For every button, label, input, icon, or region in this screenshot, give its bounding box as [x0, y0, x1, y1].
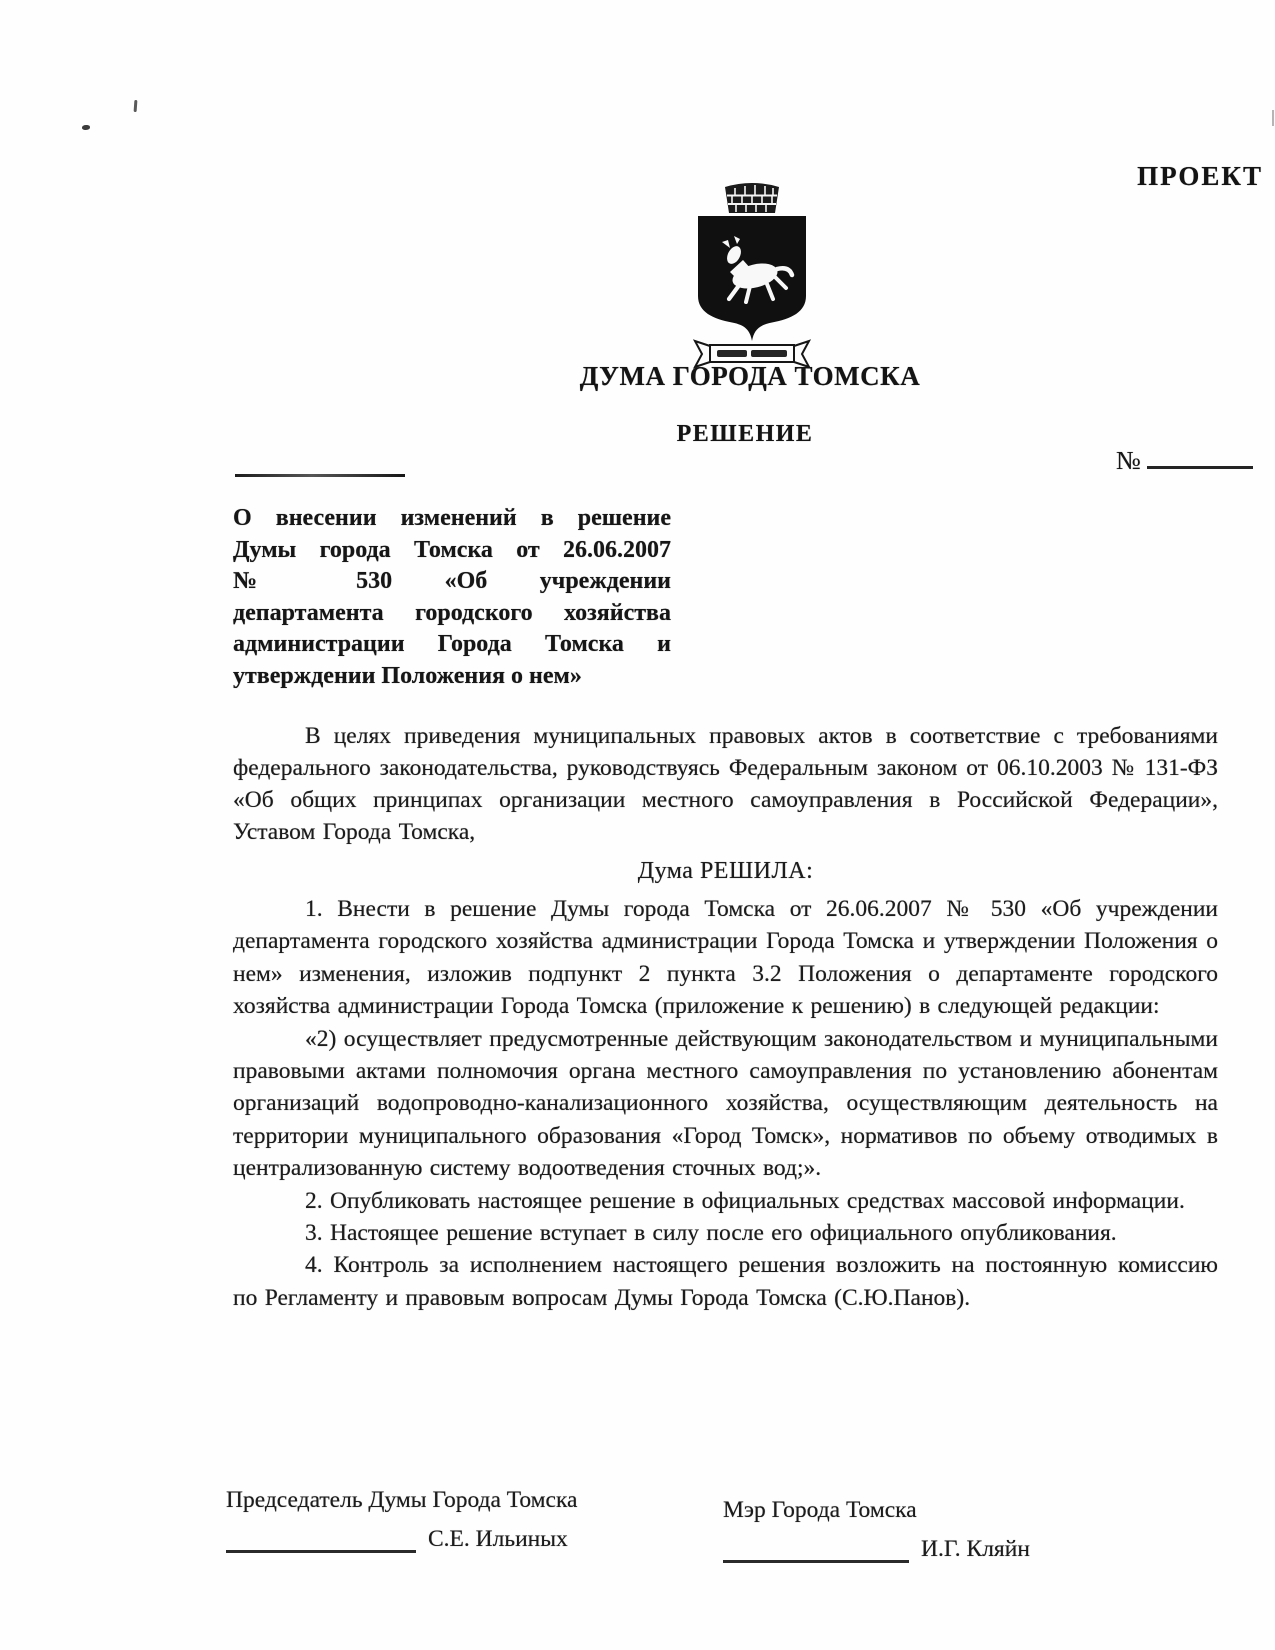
scan-artifact — [1272, 110, 1274, 126]
signature-block-chairman — [226, 1487, 666, 1553]
crown-icon — [725, 183, 779, 213]
tomsk-coat-of-arms — [691, 178, 813, 370]
draft-stamp: ПРОЕКТ — [1137, 161, 1263, 191]
signature-block-mayor — [723, 1497, 1143, 1563]
signature-title: Председатель Думы Города Томска — [226, 1487, 578, 1513]
signature-line — [226, 1527, 416, 1553]
signature-name: С.Е. Ильиных — [428, 1526, 568, 1552]
resolution-item-3: 3. Настоящее решение вступает в силу после его официального опубликования. — [305, 1220, 1117, 1247]
title-line: департамента городского хозяйства — [233, 599, 671, 626]
doc-number-block — [1116, 446, 1253, 476]
number-blank-line — [1147, 447, 1253, 469]
doc-type-title: РЕШЕНИЕ — [676, 421, 814, 447]
title-line: утверждении Положения о нем» — [233, 662, 582, 689]
title-line: администрации Города Томска и — [233, 631, 671, 657]
title-line: О внесении изменений в решение — [233, 505, 671, 531]
title-line: Думы города Томска от 26.06.2007 — [233, 536, 671, 563]
resolution-item-1: 1. Внести в решение Думы города Томска от 26.06.2007 № 530 «Об учреждении департамента городского хозяйства администрации Города Томска и утверждении Положения о нем» изменения, изложив подпункт 2 пункта 3.2 Положения о департаменте городского хозяйства администрации Города Томска (приложение к решению) в следующей редакции: — [233, 896, 1218, 1020]
resolution-heading: Дума РЕШИЛА: — [637, 858, 814, 884]
preamble-paragraph: В целях приведения муниципальных правовых актов в соответствие с требованиями федерального законодательства, руководствуясь Федеральным законом от 06.10.2003 № 131-ФЗ «Об общих принципах организации местного самоуправления в Российской Федерации», Уставом Города Томска, — [233, 723, 1218, 845]
resolution-item-2: 2. Опубликовать настоящее решение в официальных средствах массовой информации. — [305, 1187, 1185, 1214]
signature-line — [723, 1537, 909, 1563]
title-line: № 530 «Об учреждении — [233, 568, 671, 594]
signature-title: Мэр Города Томска — [723, 1497, 917, 1523]
number-label: № — [1116, 446, 1141, 475]
scan-artifact — [82, 125, 90, 130]
resolution-item-quote: «2) осуществляет предусмотренные действующим законодательством и муниципальными правовыми актами полномочия органа местного самоуправления по установлению абонентам организаций водопроводно-канализационного хозяйства, осуществляющим деятельность на территории муниципального образования «Город Томск», нормативов по объему отводимых в централизованную систему водоотведения сточных вод;». — [233, 1025, 1218, 1182]
title-block — [233, 503, 671, 692]
resolution-items — [233, 893, 1218, 1314]
signature-name: И.Г. Кляйн — [921, 1536, 1030, 1562]
date-blank-line — [235, 474, 405, 477]
resolution-item-4: 4. Контроль за исполнением настоящего решения возложить на постоянную комиссию по Регламенту и правовым вопросам Думы Города Томска (С.Ю.Панов). — [233, 1252, 1218, 1311]
coat-of-arms-icon — [691, 178, 813, 370]
org-name: ДУМА ГОРОДА ТОМСКА — [579, 361, 921, 391]
scan-artifact — [134, 100, 138, 112]
